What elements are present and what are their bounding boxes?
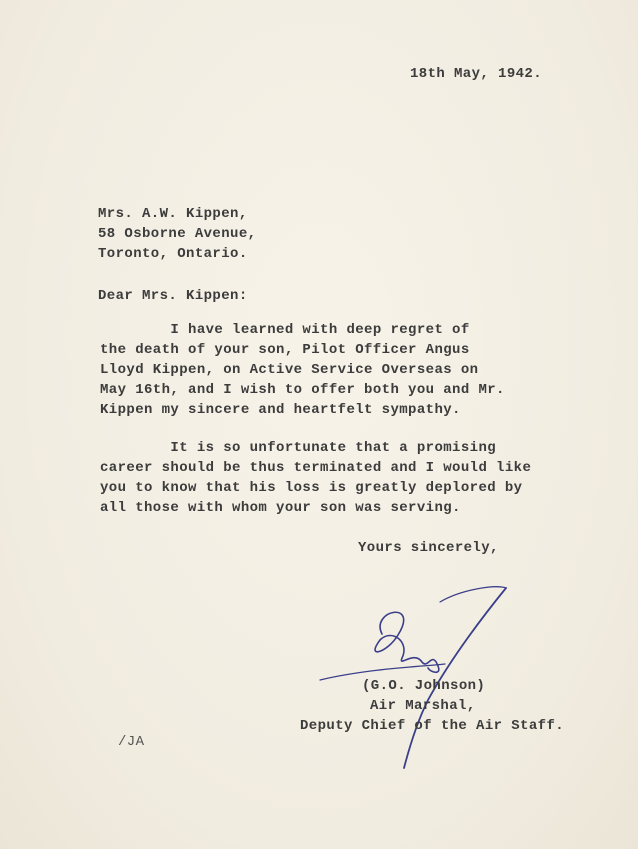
p1-line: Lloyd Kippen, on Active Service Overseas on [100,362,479,378]
p1-line: Kippen my sincere and heartfelt sympathy. [100,402,461,418]
letter-date: 18th May, 1942. [410,66,543,82]
salutation: Dear Mrs. Kippen: [98,288,248,304]
signer-name: (G.O. Johnson) [362,678,486,694]
p2-line: you to know that his loss is greatly deplored by [100,480,523,496]
paragraph-1 [100,320,600,420]
recipient-city: Toronto, Ontario. [98,246,248,262]
p1-line: I have learned with deep regret of [100,322,470,338]
closing: Yours sincerely, [358,540,499,556]
recipient-address [98,204,256,264]
p2-line: career should be thus terminated and I would like [100,460,532,476]
reference-initials: /JA [118,734,145,750]
paragraph-2 [100,438,600,518]
signer-title: Deputy Chief of the Air Staff. [300,718,565,734]
signer-rank: Air Marshal, [370,698,476,714]
p2-line: It is so unfortunate that a promising [100,440,497,456]
recipient-street: 58 Osborne Avenue, [98,226,257,242]
p1-line: the death of your son, Pilot Officer Angus [100,342,470,358]
recipient-name: Mrs. A.W. Kippen, [98,206,248,222]
p1-line: May 16th, and I wish to offer both you and Mr. [100,382,505,398]
p2-line: all those with whom your son was serving. [100,500,461,516]
